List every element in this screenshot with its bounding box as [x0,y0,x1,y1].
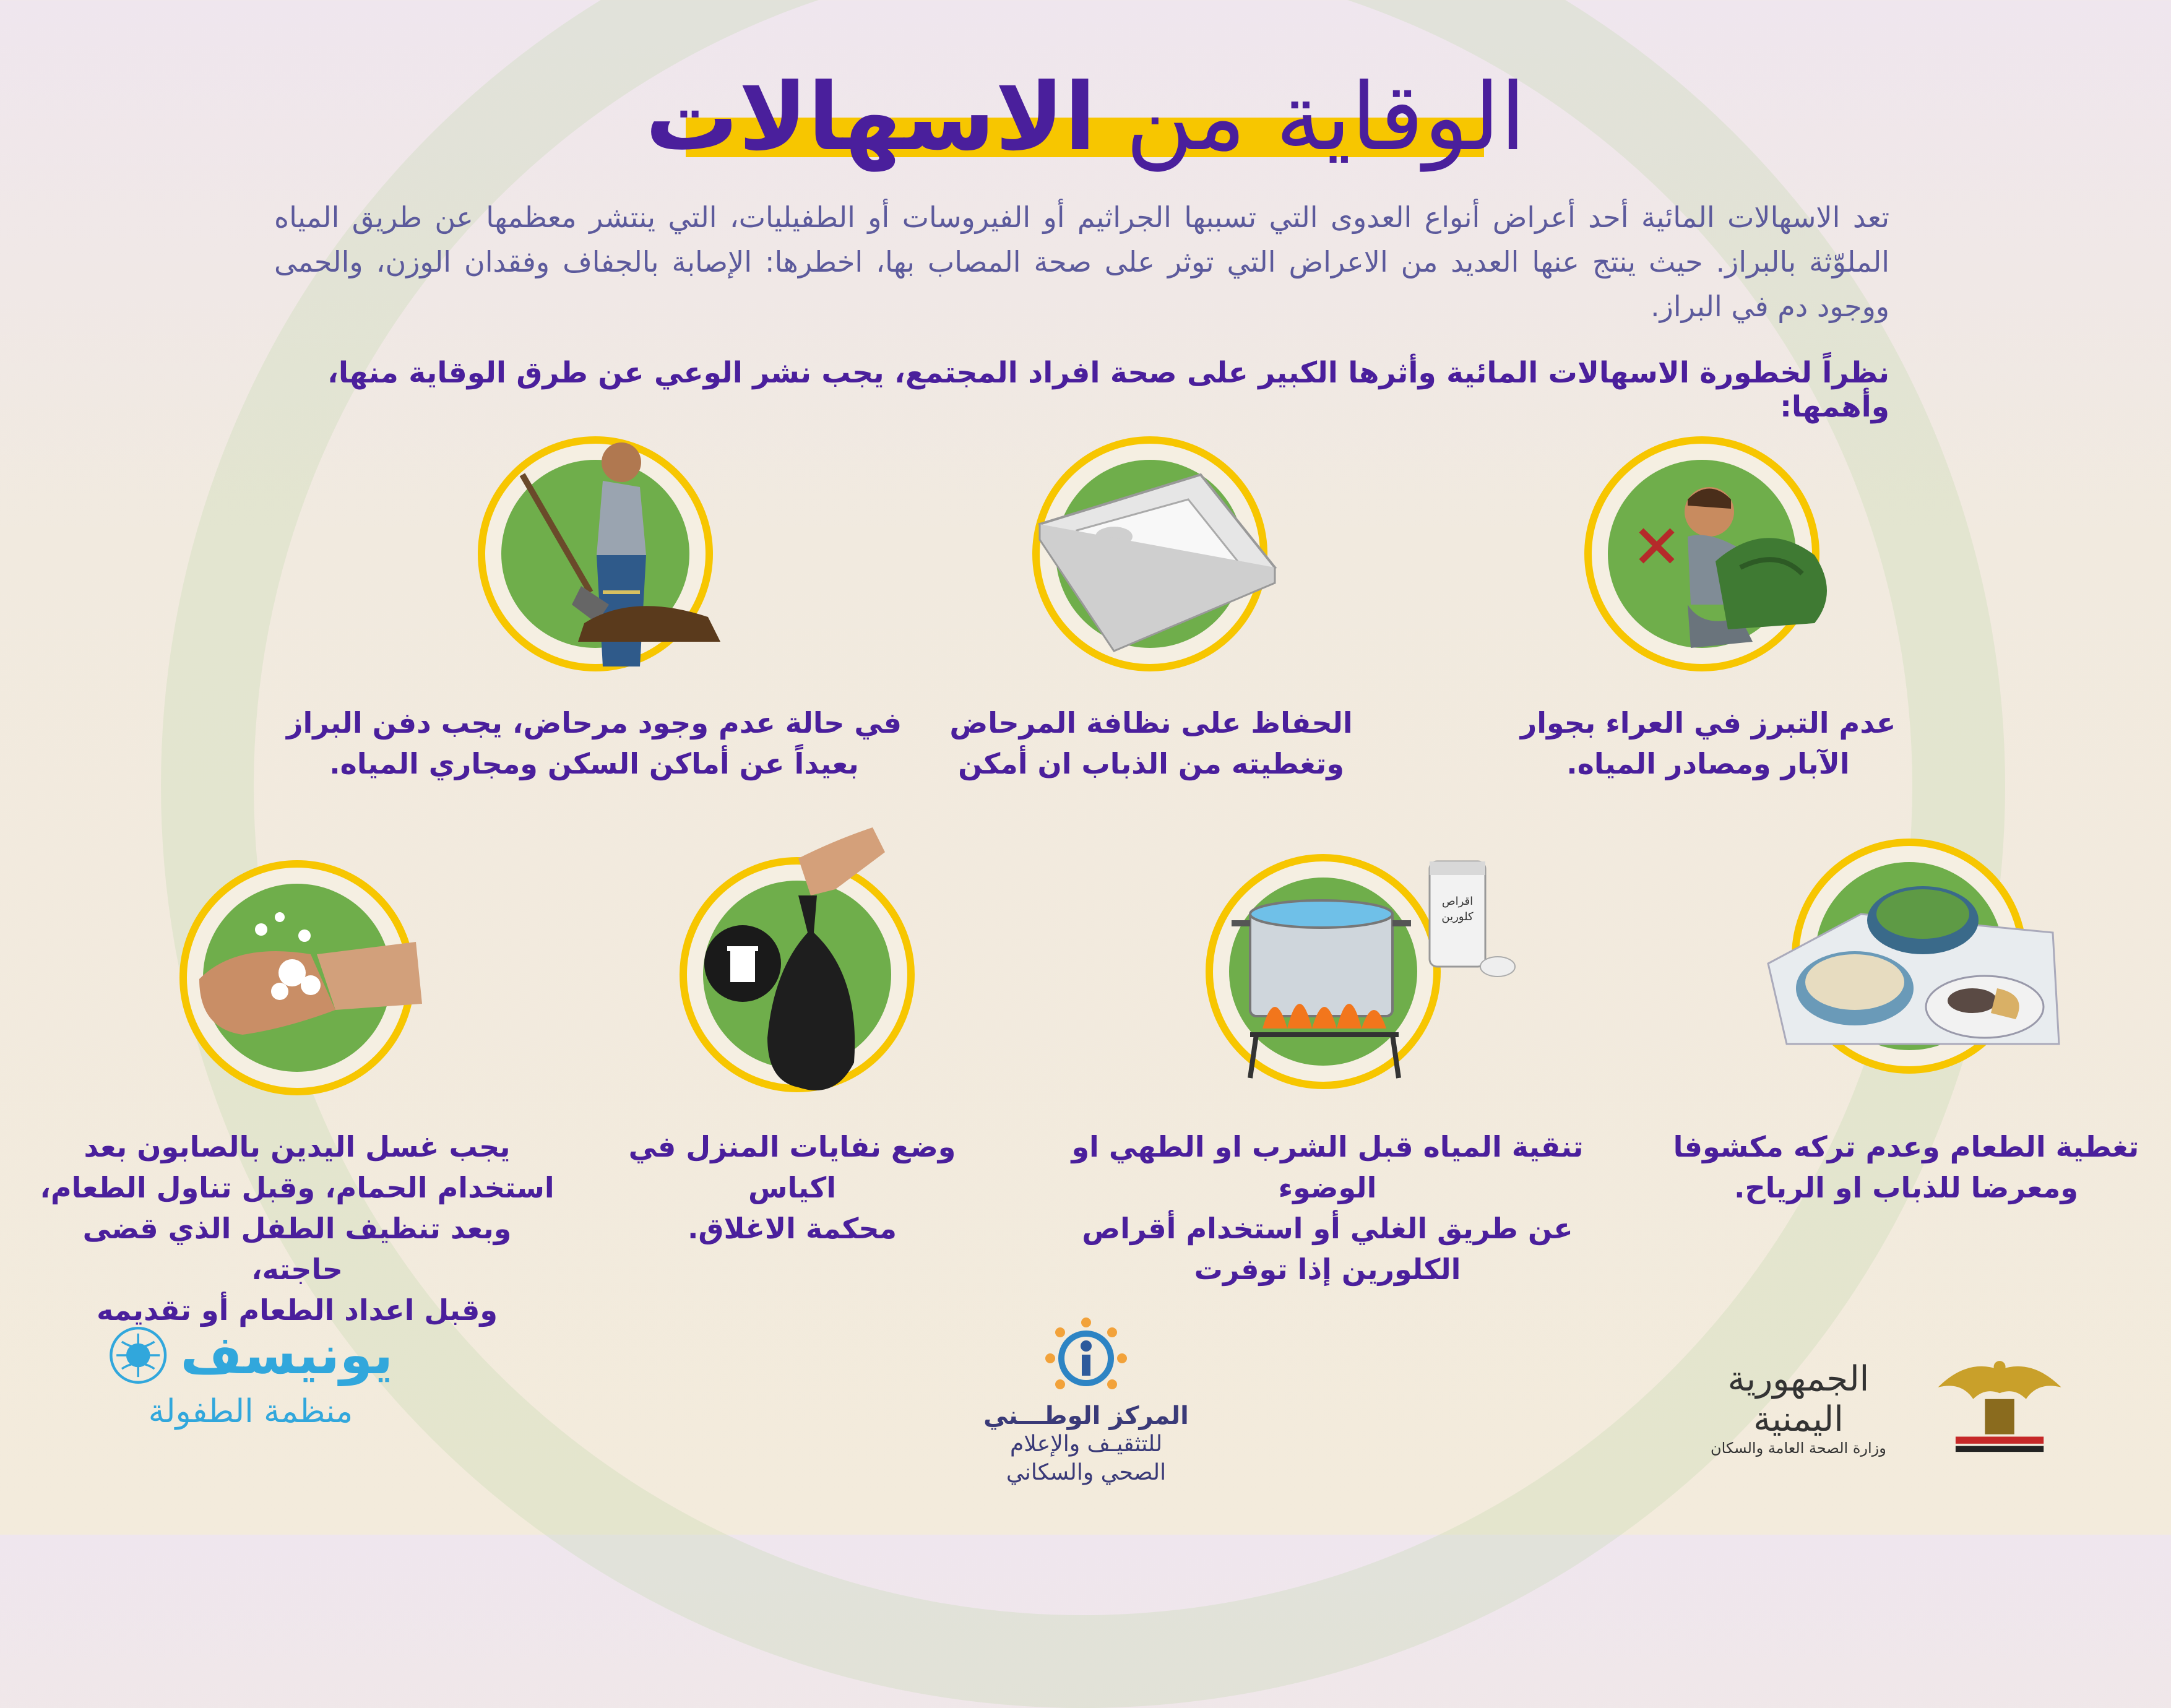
unicef-logo [108,1321,393,1430]
unicef-name: يونيسف [180,1324,393,1386]
tip-4-illustration [1792,839,2027,1074]
trash-bag-icon [650,827,959,1137]
national-center-line2: للتثقيـف والإعلام [1009,1431,1163,1457]
tip-7-illustration [179,860,415,1095]
tip-2-caption: الحفاظ على نظافة المرحاض وتغطيته من الذباب ان أمكن [949,706,1353,780]
unicef-emblem-icon [108,1321,168,1389]
covered-food-icon [1762,809,2071,1118]
title-part1: الوقاية من [1125,64,1526,171]
national-center-line3: الصحي والسكاني [1006,1460,1167,1485]
boiling-pot-icon [1176,824,1485,1134]
tip-5-caption: تنقية المياه قبل الشرب او الطهي او الوضوء عن طريق الغلي أو استخدام أقراص الكلورين إذا توفرت [1071,1130,1584,1286]
child-open-defecation-icon [1555,407,1864,716]
national-center-emblem-icon [1043,1315,1129,1402]
squat-toilet-icon [1003,407,1312,716]
tip-1-caption: عدم التبرز في العراء بجوار الآبار ومصادر المياه. [1520,706,1896,780]
tip-5-illustration [1206,854,1474,1089]
tip-6-illustration [680,857,915,1092]
tip-3-illustration [478,436,713,671]
man-digging-icon [448,407,757,716]
tip-6-caption: وضع نفايات المنزل في اكياس محكمة الاغلاق. [628,1130,956,1245]
yemen-eagle-emblem-icon [1932,1349,2067,1467]
national-center-logo [978,1315,1194,1487]
yemen-republic-name: الجمهورية اليمنية [1727,1359,1870,1439]
page-title [0,56,2171,179]
hand-washing-icon [150,830,459,1140]
tip-7-caption: يجب غسل اليدين بالصابون بعد استخدام الحمام، وقبل تناول الطعام، وبعد تنظيف الطفل الذي قضى حاجته، وقبل اعداد الطعام أو تقديمه [40,1130,555,1327]
trash-can-glyph [730,951,755,982]
national-center-line1: المركز الوطـــني [983,1402,1189,1430]
jar-label-1: اقراص [1441,895,1474,908]
intro-paragraph: تعد الاسهالات المائية أحد أعراض أنواع العدوى التي تسببها الجراثيم أو الفيروسات أو الطفيليات، التي ينتشر معظمها عن طريق المياه الملوّثة بالبراز. حيث ينتج عنها العديد من الاعراض التي توثر على صحة المصاب بها، اخطرها: الإصابة بالجفاف وفقدان الوزن، والحمى ووجود دم في البراز. [274,201,1889,323]
tip-3-caption: في حالة عدم وجود مرحاض، يجب دفن البراز بعيداً عن أماكن السكن ومجاري المياه. [286,706,902,780]
title-part2: الاسهالات [645,64,1097,171]
yemen-ministry-logo [1683,1349,2067,1467]
tip-4-caption: تغطية الطعام وعدم تركه مكشوفا ومعرضا للذباب او الرياح. [1673,1130,2139,1204]
unicef-subtitle: منظمة الطفولة [148,1393,353,1430]
lead-sentence: نظراً لخطورة الاسهالات المائية وأثرها الكبير على صحة افراد المجتمع، يجب نشر الوعي عن طرق الوقاية منها، وأهمها: [327,356,1889,424]
ministry-name: وزارة الصحة العامة والسكان [1711,1439,1886,1457]
tip-2-illustration [1032,436,1267,671]
jar-label-2: كلورين [1441,910,1474,923]
tip-1-illustration [1584,436,1819,671]
